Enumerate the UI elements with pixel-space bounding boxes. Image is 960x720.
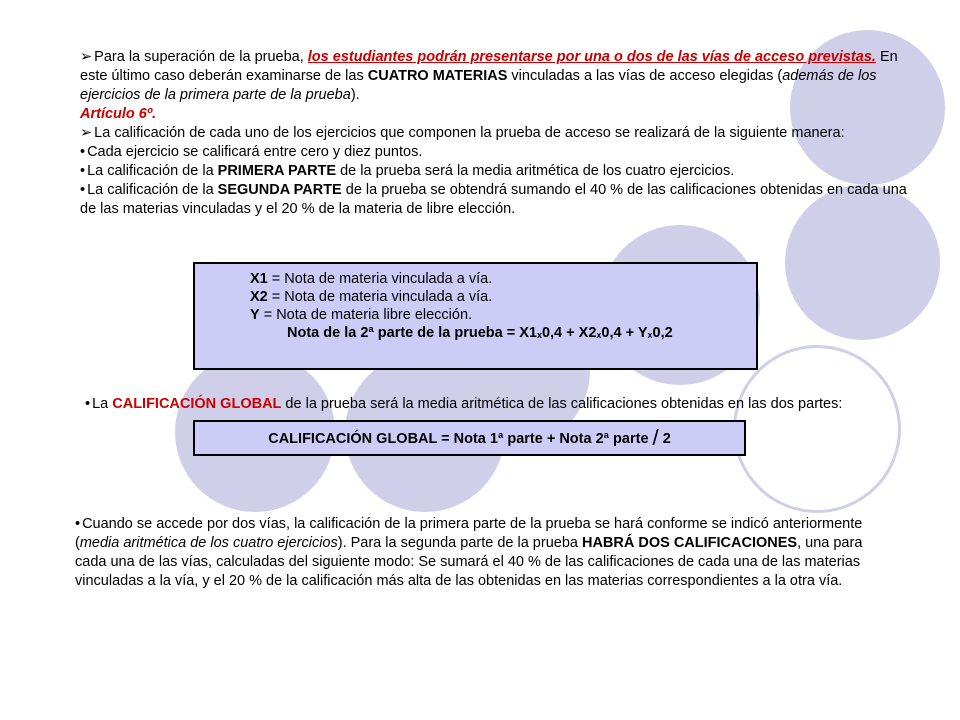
- formula-y: Y = Nota de materia libre elección.: [250, 307, 473, 323]
- formula-x1: X1 = Nota de materia vinculada a vía.: [250, 271, 493, 287]
- formula-equation: Nota de la 2ª parte de la prueba = $X1_x0,4 + X2_x0,4 + Y_x0,2$: [287, 325, 673, 341]
- dot-bullet-icon: •: [80, 144, 86, 160]
- paragraph-grading: ➢ La calificación de cada uno de los ejercicios que componen la prueba de acceso se realizará de la siguiente manera:: [80, 125, 845, 141]
- paragraph-two-routes: • Cuando se accede por dos vías, la calificación de la primera parte de la prueba se hará conforme se indicó anteriormente (media aritmética de los cuatro ejercicios). Para la segunda parte de la prueba HABRÁ DOS CALIFICACIONES, una para cada una de las vías, calculadas del siguiente modo: Se sumará el 40 % de las calificaciones de cada una de las materias vinculadas a la vía, y el 20 % de la calificación más alta de las obtenidas en las materias correspondientes a la otra vía.: [75, 516, 863, 589]
- paragraph-second-part: • La calificación de la SEGUNDA PARTE de la prueba se obtendrá sumando el 40 % de las calificaciones obtenidas en cada una de las materias vinculadas y el 20 % de la materia de libre elección.: [80, 182, 907, 217]
- formula-box: [193, 262, 758, 370]
- arrow-bullet-icon: ➢: [80, 125, 93, 141]
- emphasis-underlined: los estudiantes podrán presentarse por una o dos de las vías de acceso previstas.: [307, 49, 876, 65]
- arrow-bullet-icon: ➢: [80, 49, 93, 65]
- dot-bullet-icon: •: [80, 163, 86, 179]
- dot-bullet-icon: •: [85, 396, 91, 412]
- paragraph-requirements: ➢ Para la superación de la prueba, los estudiantes podrán presentarse por una o dos de las vías de acceso previstas. En este último caso deberán examinarse de las CUATRO MATERIAS vinculadas a las vías de acceso elegidas (además de los ejercicios de la primera parte de la prueba).: [80, 49, 898, 103]
- formula-x2: X2 = Nota de materia vinculada a vía.: [250, 289, 493, 305]
- dot-bullet-icon: •: [80, 182, 86, 198]
- paragraph-global: • La CALIFICACIÓN GLOBAL de la prueba será la media aritmética de las calificaciones obtenidas en las dos partes:: [85, 396, 843, 412]
- dot-bullet-icon: •: [75, 516, 81, 532]
- paragraph-scale: • Cada ejercicio se calificará entre cero y diez puntos.: [80, 144, 423, 160]
- upper-text: [80, 48, 920, 219]
- decor-circle: [733, 345, 901, 513]
- article-heading: Artículo 6º.: [80, 106, 157, 122]
- global-grade-box: CALIFICACIÓN GLOBAL = Nota 1ª parte + Nota 2ª parte / 2: [193, 420, 746, 456]
- paragraph-first-part: • La calificación de la PRIMERA PARTE de la prueba será la media aritmética de los cuatro ejercicios.: [80, 163, 735, 179]
